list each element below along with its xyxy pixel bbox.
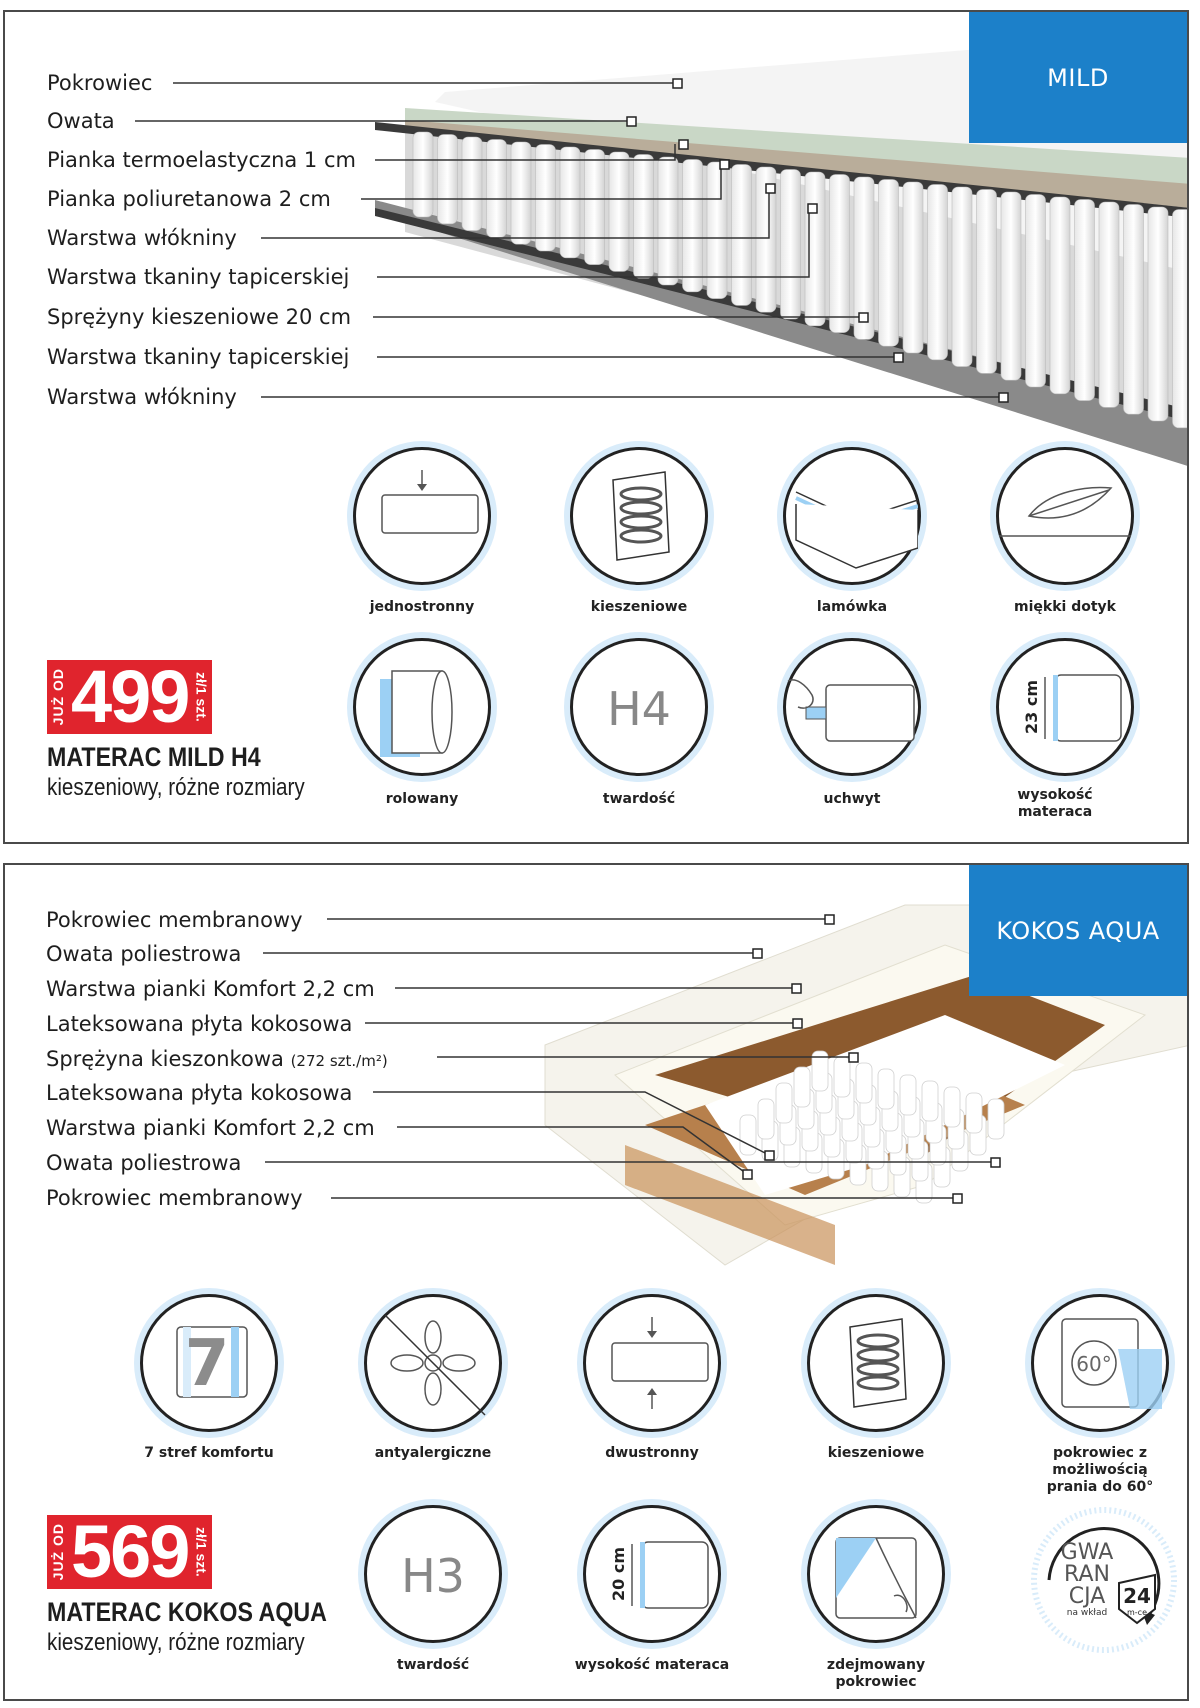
feature-caption: twardość	[396, 1657, 470, 1673]
mild-product-desc: kieszeniowy, różne rozmiary	[47, 774, 305, 801]
kokos-layer-label: Warstwa pianki Komfort 2,2 cm	[46, 977, 375, 1001]
anti-allergic-icon	[364, 1294, 502, 1432]
feature-caption: wysokość materaca	[574, 1657, 730, 1673]
zones-value: 7	[184, 1327, 230, 1401]
kokos-layer-label: Warstwa pianki Komfort 2,2 cm	[46, 1116, 375, 1140]
mild-layer-label: Warstwa włókniny	[47, 226, 237, 250]
mild-layer-label: Owata	[47, 109, 115, 133]
mild-panel	[3, 10, 1189, 844]
mild-product-name: MATERAC MILD H4	[47, 742, 261, 772]
feature-caption: pokrowiec z możliwością prania do 60°	[1046, 1445, 1154, 1495]
hardness-value: H4	[607, 682, 671, 736]
price-unit: zł/1 szt.	[193, 672, 210, 722]
removable-cover-icon	[807, 1505, 945, 1643]
mild-layer-label: Warstwa tkaniny tapicerskiej	[47, 345, 350, 369]
kokos-layer-label: Pokrowiec membranowy	[46, 1186, 303, 1210]
mild-layer-label: Pianka poliuretanowa 2 cm	[47, 187, 331, 211]
mild-layer-label: Pianka termoelastyczna 1 cm	[47, 148, 356, 172]
feature-caption: dwustronny	[605, 1445, 699, 1461]
price-prefix: JUŻ OD	[50, 1523, 66, 1581]
kokos-product-name: MATERAC KOKOS AQUA	[47, 1597, 327, 1627]
guarantee-line3: CJA	[1068, 1584, 1106, 1609]
feature-caption: rolowany	[385, 791, 459, 807]
kokos-layer-label: Lateksowana płyta kokosowa	[46, 1081, 353, 1105]
feature-caption: kieszeniowe	[827, 1445, 925, 1461]
feature-caption: uchwyt	[823, 791, 881, 807]
handle-icon	[783, 638, 921, 776]
kokos-product-desc: kieszeniowy, różne rozmiary	[47, 1629, 305, 1656]
mild-layer-label: Pokrowiec	[47, 71, 153, 95]
height-icon	[996, 638, 1134, 776]
pocket-spring-icon	[807, 1294, 945, 1432]
feature-caption: jednostronny	[369, 599, 475, 615]
mild-layer-label: Warstwa włókniny	[47, 385, 237, 409]
mild-price-badge	[47, 655, 212, 738]
feature-caption: wysokość materaca	[1017, 787, 1093, 820]
wash-temp: 60°	[1076, 1352, 1112, 1376]
price-unit: zł/1 szt.	[193, 1527, 210, 1577]
rolled-icon	[353, 638, 491, 776]
feature-caption: kieszeniowe	[590, 599, 688, 615]
guarantee-months-unit: m-ce	[1127, 1608, 1147, 1617]
kokos-layer-label: Owata poliestrowa	[46, 1151, 242, 1175]
washable-icon	[1031, 1294, 1169, 1432]
guarantee-line1: GWA	[1060, 1540, 1114, 1565]
guarantee-seal	[1029, 1505, 1179, 1655]
mild-tag: MILD	[969, 12, 1187, 143]
height-icon	[583, 1505, 721, 1643]
guarantee-months: 24	[1123, 1584, 1151, 1608]
guarantee-sub: na wkład	[1066, 1608, 1108, 1618]
kokos-panel	[3, 863, 1189, 1701]
height-value: 20 cm	[609, 1547, 628, 1601]
guarantee-line2: RAN	[1064, 1562, 1110, 1587]
feature-caption: antyalergiczne	[374, 1445, 492, 1461]
mild-layer-label: Sprężyny kieszeniowe 20 cm	[47, 305, 352, 329]
spring-note: (272 szt./m²)	[290, 1052, 388, 1070]
price-value: 499	[71, 655, 189, 738]
pocket-spring-icon	[570, 447, 708, 585]
hardness-icon	[570, 638, 708, 776]
piping-icon	[783, 447, 921, 585]
price-value: 569	[71, 1510, 189, 1593]
double-sided-icon	[583, 1294, 721, 1432]
feature-caption: lamówka	[816, 599, 888, 615]
spring-label: Sprężyna kieszonkowa	[46, 1047, 284, 1071]
feature-caption: zdejmowany pokrowiec	[826, 1657, 926, 1690]
kokos-layer-label	[46, 1049, 388, 1070]
kokos-price-badge	[47, 1510, 212, 1593]
feature-caption: 7 stref komfortu	[144, 1445, 274, 1461]
price-prefix: JUŻ OD	[50, 668, 66, 726]
kokos-layer-label: Lateksowana płyta kokosowa	[46, 1012, 353, 1036]
one-sided-icon	[353, 447, 491, 585]
hardness-value: H3	[401, 1549, 465, 1603]
kokos-tag: KOKOS AQUA	[969, 865, 1187, 996]
comfort-zones-icon	[140, 1294, 278, 1432]
kokos-layer-label: Pokrowiec membranowy	[46, 908, 303, 932]
mild-layer-label: Warstwa tkaniny tapicerskiej	[47, 265, 350, 289]
feature-caption: twardość	[602, 791, 676, 807]
feature-caption: miękki dotyk	[1014, 599, 1116, 615]
kokos-layer-label: Owata poliestrowa	[46, 942, 242, 966]
height-value: 23 cm	[1022, 680, 1041, 734]
feather-icon	[996, 447, 1134, 585]
hardness-icon	[364, 1505, 502, 1643]
